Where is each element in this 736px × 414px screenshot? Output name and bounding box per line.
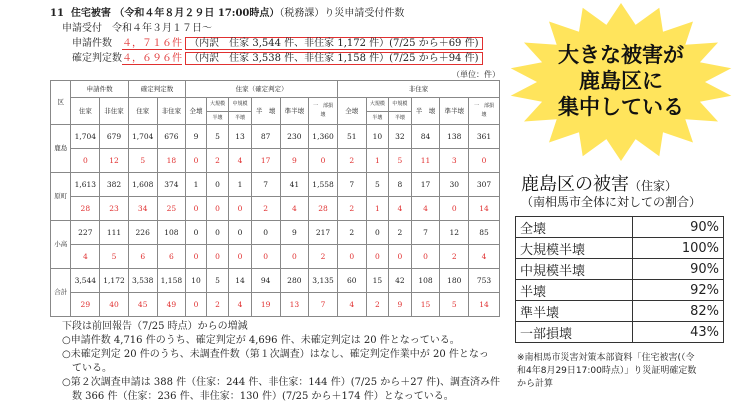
cell-value: 85 (469, 221, 500, 245)
th-nonhouse-2: 非住家 (157, 98, 186, 125)
section-number: 11 (50, 8, 64, 19)
cell-value: 1,172 (100, 269, 129, 293)
cell-value: 1,704 (71, 125, 100, 149)
cell-value: 111 (100, 221, 129, 245)
cell-change: 2 (309, 245, 338, 269)
section-title (50, 8, 404, 20)
cell-value: 17 (411, 173, 440, 197)
stat-row (516, 301, 724, 322)
th-zenkai: 全壊 (186, 98, 206, 125)
cell-value: 108 (157, 221, 186, 245)
cell-value: 7 (251, 173, 280, 197)
footnote-line: ※南相馬市災害対策本部資料「住宅被害(（令 (517, 353, 695, 363)
cell-change: 3 (440, 149, 469, 173)
table-row (51, 269, 500, 293)
section-subtitle: （税務課）り災申請受付件数 (279, 8, 405, 19)
cell-value: 3,538 (128, 269, 157, 293)
stat-row (516, 217, 724, 238)
cell-change: 4 (389, 197, 412, 221)
cell-change: 0 (411, 245, 440, 269)
cell-change: 0 (186, 245, 206, 269)
cell-change: 7 (309, 293, 338, 317)
damage-table (50, 80, 500, 317)
cell-change: 0 (229, 245, 252, 269)
row-district: 原町 (51, 173, 71, 221)
cell-value: 10 (186, 269, 206, 293)
cell-change: 2 (337, 149, 366, 173)
row-district: 鹿島 (51, 125, 71, 173)
cell-change: 4 (280, 197, 309, 221)
cell-value: 41 (280, 173, 309, 197)
th-house-2: 住家 (128, 98, 157, 125)
cell-value: 1,558 (309, 173, 338, 197)
th-confirm: 確定判定数 (128, 81, 185, 98)
stats-table (515, 216, 724, 343)
cell-change: 2 (206, 149, 229, 173)
th-ku: 区 (51, 81, 71, 125)
th-daikibo-2: 大規模 (366, 98, 389, 112)
cell-change: 40 (100, 293, 129, 317)
stats-title-sub: （住家） (629, 179, 678, 193)
cell-value: 361 (469, 125, 500, 149)
cell-value: 217 (309, 221, 338, 245)
confirmed-value: ４，６９６件 (122, 53, 182, 64)
table-row (51, 197, 500, 221)
confirmed-detail: （内訳 住家 3,538 件、非住家 1,158 件）(7/25 から＋94 件) (185, 52, 482, 65)
stat-label: 準半壊 (516, 301, 633, 322)
cell-change: 0 (206, 197, 229, 221)
cell-change: 11 (411, 149, 440, 173)
cell-change: 2 (366, 293, 389, 317)
cell-value: 5 (206, 125, 229, 149)
note-line: ○第２次調査申請は 388 件（住家：244 件、非住家：144 件）(7/25 から＋27 件)、調査済み件 (62, 377, 501, 388)
cell-change: 4 (469, 245, 500, 269)
callout-line-3: 集中している (558, 95, 684, 119)
cell-change: 0 (251, 245, 280, 269)
table-row (51, 173, 500, 197)
cell-value: 2 (337, 221, 366, 245)
cell-value: 1,704 (128, 125, 157, 149)
cell-value: 0 (206, 173, 229, 197)
confirmed-line (72, 53, 483, 65)
note-line: 下段は前回報告（7/25 時点）からの増減 (62, 321, 248, 332)
cell-value: 1,613 (71, 173, 100, 197)
stats-footnote (517, 352, 696, 391)
cell-value: 3,135 (309, 269, 338, 293)
footnote-line: から計算 (517, 379, 554, 389)
stat-value: 43% (633, 322, 724, 343)
cell-change: 6 (157, 245, 186, 269)
cell-change: 4 (337, 293, 366, 317)
cell-change: 4 (229, 293, 252, 317)
cell-value: 180 (440, 269, 469, 293)
cell-change: 2 (251, 197, 280, 221)
cell-value: 1,608 (128, 173, 157, 197)
note-line: ている。 (62, 363, 112, 374)
cell-change: 1 (366, 149, 389, 173)
cell-change: 0 (469, 149, 500, 173)
cell-change: 0 (389, 245, 412, 269)
applications-value: ４，７１６件 (122, 38, 182, 49)
stat-row (516, 322, 724, 343)
cell-value: 1,360 (309, 125, 338, 149)
th-hankai-2: 半 壊 (411, 98, 440, 125)
cell-change: 23 (100, 197, 129, 221)
th-nonhouse-confirm: 非住家 (337, 81, 499, 98)
cell-value: 7 (337, 173, 366, 197)
cell-value: 10 (366, 125, 389, 149)
table-row (51, 221, 500, 245)
th-house-confirm: 住家（確定判定） (186, 81, 338, 98)
confirmed-label: 確定判定数 (72, 53, 122, 64)
cell-value: 5 (366, 173, 389, 197)
cell-value: 0 (186, 221, 206, 245)
stat-value: 90% (633, 217, 724, 238)
callout-line-2: 鹿島区に (579, 69, 663, 93)
table-row (51, 293, 500, 317)
callout-line-1: 大きな被害が (558, 43, 684, 67)
cell-value: 108 (411, 269, 440, 293)
th-ichibu: 一 部損 壊 (309, 98, 338, 125)
table-row (51, 245, 500, 269)
footnote-line: 和4年8月29日17:00時点）」り災証明確定数 (517, 366, 697, 376)
row-district: 合計 (51, 269, 71, 317)
th-chukibo-2: 中規模 (389, 98, 412, 112)
cell-change: 0 (229, 197, 252, 221)
note-line: 数 366 件（住家：236 件、非住家：130 件）(7/25 から＋174 件）となっている。 (62, 391, 454, 402)
cell-value: 230 (280, 125, 309, 149)
cell-value: 382 (100, 173, 129, 197)
cell-change: 5 (440, 293, 469, 317)
notes (62, 320, 500, 404)
row-district: 小高 (51, 221, 71, 269)
cell-value: 227 (71, 221, 100, 245)
cell-value: 51 (337, 125, 366, 149)
th-junhankai-2: 準半壊 (440, 98, 469, 125)
stat-label: 一部損壊 (516, 322, 633, 343)
stat-row (516, 259, 724, 280)
stat-value: 100% (633, 238, 724, 259)
table-row (51, 125, 500, 149)
cell-change: 13 (280, 293, 309, 317)
stat-value: 90% (633, 259, 724, 280)
cell-change: 0 (280, 245, 309, 269)
cell-change: 1 (366, 197, 389, 221)
unit-label: （単位：件） (452, 70, 500, 79)
cell-value: 374 (157, 173, 186, 197)
cell-value: 8 (389, 173, 412, 197)
cell-change: 0 (440, 197, 469, 221)
cell-value: 13 (229, 125, 252, 149)
cell-change: 0 (71, 149, 100, 173)
cell-change: 14 (469, 197, 500, 221)
applications-label: 申請件数 (72, 38, 122, 49)
cell-value: 307 (469, 173, 500, 197)
stat-value: 82% (633, 301, 724, 322)
th-nonhouse: 非住家 (100, 98, 129, 125)
cell-value: 676 (157, 125, 186, 149)
cell-value: 0 (251, 221, 280, 245)
th-hankai-sub-4: 半壊 (389, 112, 412, 125)
cell-change: 49 (157, 293, 186, 317)
cell-value: 0 (366, 221, 389, 245)
cell-value: 84 (411, 125, 440, 149)
cell-change: 15 (411, 293, 440, 317)
th-hankai-sub: 半壊 (206, 112, 229, 125)
accept-line: 申請受付 令和４年３月１７日～ (62, 23, 212, 34)
cell-change: 29 (71, 293, 100, 317)
cell-change: 2 (337, 197, 366, 221)
cell-change: 14 (469, 293, 500, 317)
cell-change: 25 (157, 197, 186, 221)
cell-change: 4 (229, 149, 252, 173)
cell-value: 0 (229, 221, 252, 245)
stat-label: 中規模半壊 (516, 259, 633, 280)
stats-title-main: 鹿島区の被害 (521, 174, 629, 195)
th-junhankai: 準半壊 (280, 98, 309, 125)
cell-change: 0 (186, 197, 206, 221)
stat-label: 大規模半壊 (516, 238, 633, 259)
applications-line (72, 38, 483, 50)
th-ichibu-2: 一 部損 壊 (469, 98, 500, 125)
cell-change: 45 (128, 293, 157, 317)
cell-value: 226 (128, 221, 157, 245)
section-date: （令和４年８月２９日 17:00時点） (114, 8, 280, 19)
cell-value: 2 (389, 221, 412, 245)
cell-change: 34 (128, 197, 157, 221)
cell-change: 2 (206, 293, 229, 317)
cell-change: 28 (71, 197, 100, 221)
stat-label: 半壊 (516, 280, 633, 301)
th-hankai-sub-2: 半壊 (229, 112, 252, 125)
cell-value: 138 (440, 125, 469, 149)
th-hankai: 半 壊 (251, 98, 280, 125)
cell-change: 0 (186, 149, 206, 173)
cell-value: 9 (280, 221, 309, 245)
cell-value: 94 (251, 269, 280, 293)
cell-value: 15 (366, 269, 389, 293)
cell-change: 0 (206, 245, 229, 269)
cell-value: 679 (100, 125, 129, 149)
callout-text (540, 42, 702, 120)
th-hankai-sub-3: 半壊 (366, 112, 389, 125)
cell-value: 7 (411, 221, 440, 245)
th-house: 住家 (71, 98, 100, 125)
cell-change: 2 (440, 245, 469, 269)
section-name: 住宅被害 (70, 8, 111, 19)
cell-value: 5 (206, 269, 229, 293)
cell-change: 17 (251, 149, 280, 173)
cell-change: 4 (71, 245, 100, 269)
th-zenkai-2: 全壊 (337, 98, 366, 125)
cell-value: 9 (186, 125, 206, 149)
stat-value: 92% (633, 280, 724, 301)
th-chukibo: 中規模 (229, 98, 252, 112)
cell-value: 32 (389, 125, 412, 149)
cell-change: 0 (309, 149, 338, 173)
cell-value: 0 (206, 221, 229, 245)
cell-change: 12 (100, 149, 129, 173)
cell-change: 0 (186, 293, 206, 317)
stat-row (516, 280, 724, 301)
th-daikibo: 大規模 (206, 98, 229, 112)
cell-change: 4 (411, 197, 440, 221)
stats-subtitle: （南相馬市全体に対しての割合） (521, 195, 702, 209)
cell-value: 1 (229, 173, 252, 197)
cell-change: 9 (280, 149, 309, 173)
cell-change: 0 (337, 245, 366, 269)
cell-value: 30 (440, 173, 469, 197)
stat-row (516, 238, 724, 259)
cell-change: 0 (366, 245, 389, 269)
cell-value: 280 (280, 269, 309, 293)
cell-value: 42 (389, 269, 412, 293)
table-row (51, 149, 500, 173)
stat-label: 全壊 (516, 217, 633, 238)
cell-value: 87 (251, 125, 280, 149)
cell-value: 60 (337, 269, 366, 293)
cell-value: 14 (229, 269, 252, 293)
note-line: ○申請件数 4,716 件のうち、確定判定が 4,696 件、未確定判定は 20 件となっている。 (62, 335, 460, 346)
cell-value: 3,544 (71, 269, 100, 293)
cell-change: 5 (389, 149, 412, 173)
cell-change: 5 (100, 245, 129, 269)
cell-change: 9 (389, 293, 412, 317)
th-apply: 申請件数 (71, 81, 128, 98)
cell-value: 753 (469, 269, 500, 293)
note-line: ○未確定判定 20 件のうち、未調査件数（第１次調査）はなし、確定判定作業中が 20 件となっ (62, 349, 489, 360)
cell-change: 6 (128, 245, 157, 269)
cell-change: 28 (309, 197, 338, 221)
cell-change: 19 (251, 293, 280, 317)
cell-value: 12 (440, 221, 469, 245)
cell-change: 5 (128, 149, 157, 173)
cell-value: 1,158 (157, 269, 186, 293)
cell-change: 18 (157, 149, 186, 173)
applications-detail: （内訳 住家 3,544 件、非住家 1,172 件）(7/25 から＋69 件) (185, 37, 482, 50)
cell-value: 1 (186, 173, 206, 197)
